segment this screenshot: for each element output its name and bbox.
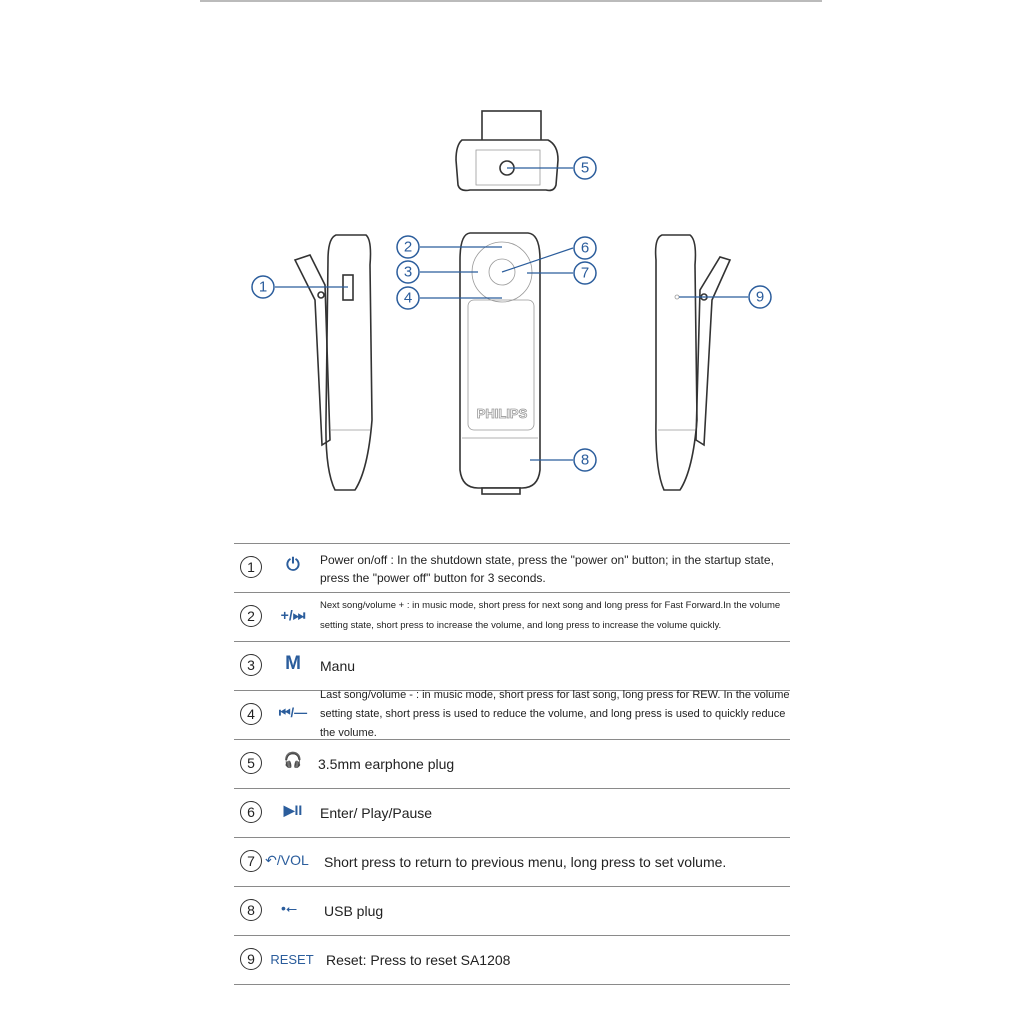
table-row xyxy=(234,543,790,592)
svg-text:7: 7 xyxy=(580,264,590,282)
row-number: 8 xyxy=(240,899,262,921)
callout-6 xyxy=(574,237,596,259)
row-number: 2 xyxy=(240,605,262,627)
callout-8 xyxy=(574,449,596,471)
reset-icon: RESET xyxy=(270,952,314,967)
row-number: 5 xyxy=(240,752,262,774)
play-pause-icon: ▶II xyxy=(283,802,303,818)
menu-m-icon: M xyxy=(285,653,301,674)
brand-logo: PHILIPS xyxy=(476,406,528,421)
right-side-view xyxy=(656,235,730,490)
svg-text:8: 8 xyxy=(580,451,590,469)
table-row xyxy=(234,592,790,641)
row-number: 7 xyxy=(240,850,262,872)
back-vol-icon: ↶/VOL xyxy=(265,852,309,868)
row-description: Reset: Press to reset SA1208 xyxy=(326,952,511,968)
svg-text:3: 3 xyxy=(403,263,413,281)
row-number: 6 xyxy=(240,801,262,823)
table-bottom-rule xyxy=(234,984,790,985)
row-number: 4 xyxy=(240,703,262,725)
top-view xyxy=(456,111,558,190)
callout-4 xyxy=(397,287,419,309)
callout-7 xyxy=(574,262,596,284)
prev-minus-icon: ⏮/— xyxy=(278,705,308,720)
svg-text:2: 2 xyxy=(403,238,413,256)
svg-text:5: 5 xyxy=(580,159,590,177)
row-description: Manu xyxy=(320,658,356,674)
callout-9 xyxy=(749,286,771,308)
power-icon: ⏻ xyxy=(286,555,300,574)
row-number: 3 xyxy=(240,654,262,676)
row-number: 9 xyxy=(240,948,262,970)
table-row xyxy=(234,935,790,984)
row-description: Short press to return to previous menu, long press to set volume. xyxy=(324,854,727,870)
callout-2 xyxy=(397,236,419,258)
table-row xyxy=(234,641,790,690)
row-description: 3.5mm earphone plug xyxy=(318,756,455,772)
table-row xyxy=(234,690,790,739)
row-description: Power on/off : In the shutdown state, press the "power on" button; in the startup state, press the "power off" button for 3 seconds. xyxy=(320,553,774,585)
plus-next-icon: +/⏭ xyxy=(280,607,306,623)
headphones-icon: 🎧 xyxy=(283,752,303,769)
row-description: Enter/ Play/Pause xyxy=(320,805,433,821)
usb-icon: •⭠ xyxy=(280,900,298,916)
left-side-view xyxy=(295,235,372,490)
callout-1 xyxy=(252,276,274,298)
svg-text:6: 6 xyxy=(580,239,590,257)
row-description: USB plug xyxy=(324,903,384,919)
row-number: 1 xyxy=(240,556,262,578)
row-description: Last song/volume - : in music mode, short press for last song, long press for REW. In the volume setting state, short press is used to reduce the volume, and long press is used to quickly reduce the volume. xyxy=(320,689,790,739)
row-description: Next song/volume + : in music mode, short press for next song and long press for Fast Forward.In the volume setting state, short press to increase the volume, and long press to increase the volume quickly. xyxy=(320,600,781,631)
callout-5 xyxy=(574,157,596,179)
callout-3 xyxy=(397,261,419,283)
table-row xyxy=(234,788,790,837)
svg-text:1: 1 xyxy=(258,278,268,296)
table-row xyxy=(234,886,790,935)
svg-text:9: 9 xyxy=(755,288,765,306)
function-table xyxy=(234,543,790,985)
svg-text:4: 4 xyxy=(403,289,413,307)
table-row xyxy=(234,739,790,788)
table-row xyxy=(234,837,790,886)
